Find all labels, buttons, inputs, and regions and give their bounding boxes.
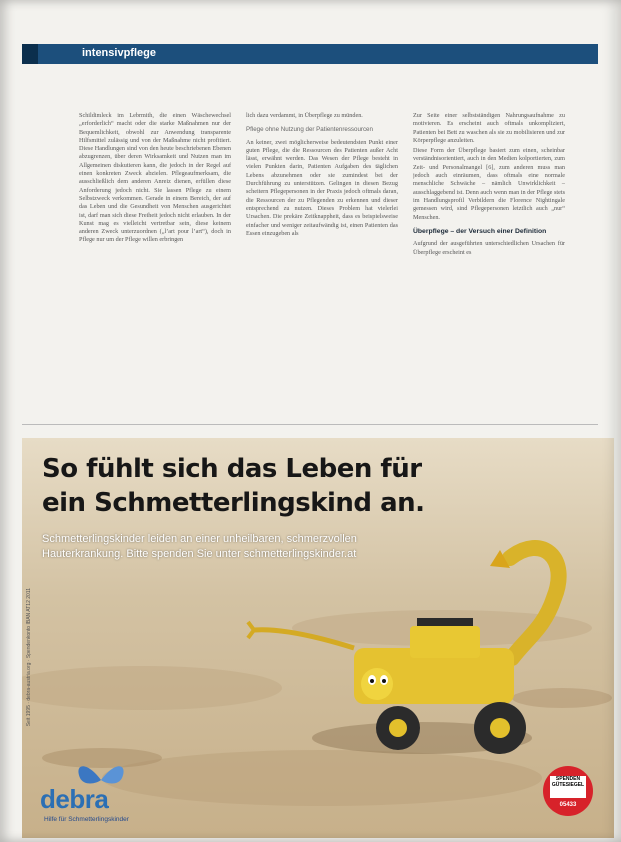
paragraph: lich dazu verdammt, in Überpflege zu münden.	[246, 112, 363, 119]
section-tab-marker	[22, 44, 38, 64]
paragraph: Zur Seite einer selbstständigen Nahrungsaufnahme zu motivieren. Es erscheint auch oftmals unkompliziert, Patienten bei Bett zu waschen als sie zu mobilisieren und zur Körperpflege anzuleiten.	[413, 112, 565, 144]
ad-headline	[42, 452, 425, 520]
seal-label: SPENDEN GÜTESIEGEL	[550, 776, 586, 798]
ad-headline-line: So fühlt sich das Leben für	[42, 454, 422, 484]
article-column-3	[413, 112, 565, 360]
paragraph: Schildimleck im Lebrmith, die einen Wäschewechsel „erforderlich“ macht oder die starke Maßnahmen nur der Bequemlichkeit, obwohl zur Anwendung transparente Hilfsmittel zulässig und von der Maßnahme nicht profitiert. Diese Handlungen sind von den heute beschriebenen Ebenen abzugrenzen, über deren Wirksamkeit und Nutzen man im Allgemeinen diskutieren kann, die jedoch in der Regel auf einen konkreten Zweck abzielen. Pflegeaufmerksam, die ausschließlich dem anderen Anreiz dienen, erfüllen diese Anforderung jedoch nicht. Sie lassen Pflege zu einem Selbstzweck verkommen. Gerade in einem Bereich, der auf das Leben und die Gesundheit von Menschen ausgerichtet ist, darf man sich diese Freiheit jedoch nicht erlauben. In der Kunst mag es vielleicht vertretbar sein, diese keinem anderen Zweck unterzuordnen („l’art pour l’art“), doch in Pflege nur um der Pflege willen erbringen	[79, 112, 231, 244]
article-column-1	[79, 112, 231, 360]
section-header-bar	[22, 44, 598, 64]
subheading: Pflege ohne Nutzung der Patientenressourcen	[246, 126, 373, 134]
debra-logo: debra	[40, 784, 109, 814]
divider	[22, 424, 598, 425]
ad-copy	[42, 532, 357, 562]
ad-copy-line: Hauterkrankung. Bitte spenden Sie unter schmetterlingskinder.at	[42, 548, 357, 560]
paragraph: Diese Form der Überpflege basiert zum einen, scheinbar verständnisorientiert, auch in den Medien kolportierten, zum Zeit- und Personalmangel [6], zum anderen muss man jedoch auch einräumen, dass oftmals eine normale menschliche Schwäche – nämlich Unwirklichkeit – ausschlaggebend ist. Denn auch wenn man in der Pflege stets im Handlungsprofil Verbildern die Florence Nightingale gemessen wird, sind Pflegepersonen letztlich auch „nur“ Menschen.	[413, 147, 565, 221]
ad-headline-line: ein Schmetterlingskind an.	[42, 488, 425, 518]
ad-copy-line: Schmetterlingskinder leiden an einer unheilbaren, schmerzvollen	[42, 533, 357, 545]
paragraph: An keiner, zwei möglicherweise bedeutendsten Punkt einer guten Pflege, die die Ressourcen des Patienten außer Acht lässt, erwähnt werden. Das Wesen der Pflege besteht in vielen Punkten darin, Patienten Aufgaben des täglichen Lebens abzunehmen oder sie zumindest bei der Durchführung zu unterstützen. Gelingen in diesen Bezug scheitern Pflegepersonen in der Praxis jedoch oftmals daran, die Ressourcen der zu Pflegenden zu erkennen und dieser entsprechend zu nutzen. Dieses Problem hat vielerlei Ursachen. Die prekäre Zeitknappheit, dass es beispielsweise einfacher und weniger zeitaufwändig ist, einen Patienten das Essen einzugeben als	[246, 138, 398, 237]
advertisement	[22, 438, 614, 838]
donation-seal	[543, 766, 593, 816]
article-column-2	[246, 112, 398, 360]
article-body	[79, 112, 579, 360]
subheading: Überpflege – der Versuch einer Definition	[413, 227, 547, 235]
logo-tagline: Hilfe für Schmetterlingskinder	[44, 816, 129, 823]
seal-number: 05433	[559, 802, 577, 808]
section-title: intensivpflege	[82, 47, 156, 59]
ad-side-credit: Seit 1995 · debra-austria.org · Spendenkonto IBAN AT12 2011	[26, 588, 32, 727]
paragraph: Aufgrund der ausgeführten unterschiedlichen Ursachen für Überpflege erscheint es	[413, 240, 565, 256]
